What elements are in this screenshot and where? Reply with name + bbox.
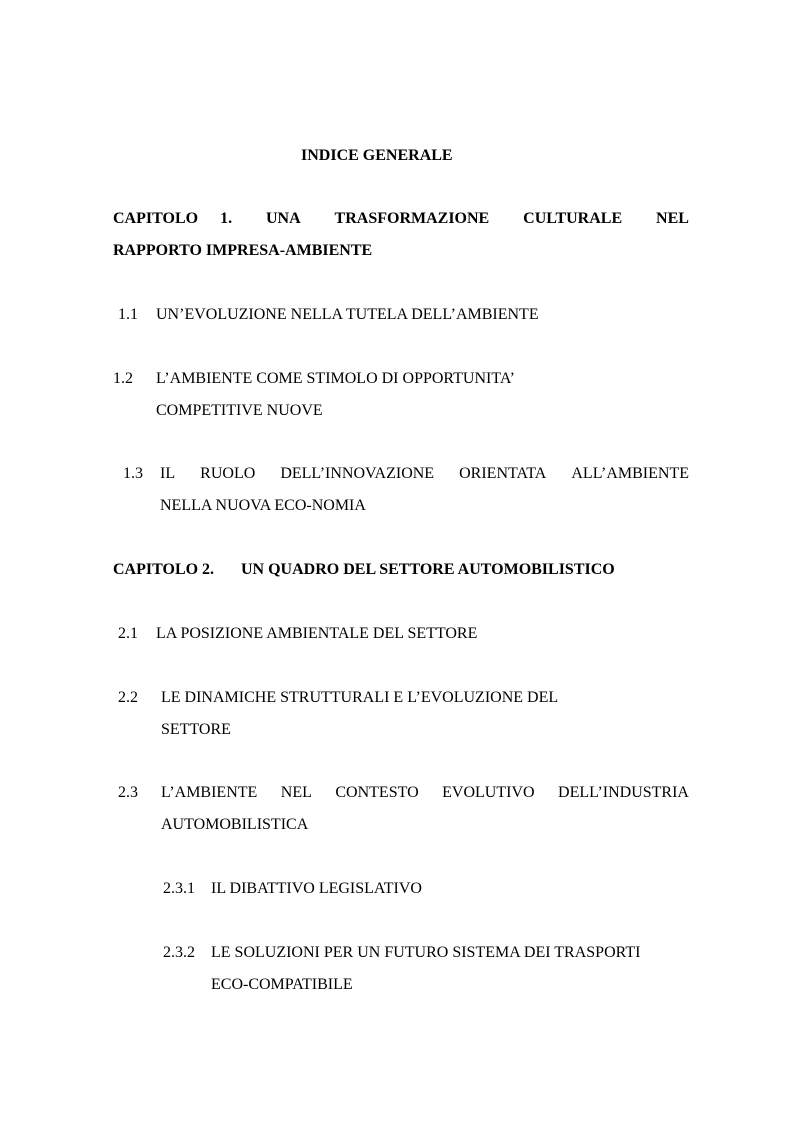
chapter-1-label: CAPITOLO [113, 210, 199, 227]
section-1-2-title-line1: L’AMBIENTE COME STIMOLO DI OPPORTUNITA’ [156, 370, 515, 387]
chapter-1-number: 1. [220, 210, 233, 227]
section-1-3-title-line1 [160, 464, 689, 484]
section-2-3-word: DELL’INDUSTRIA [558, 784, 689, 801]
section-2-3-word: NEL [280, 784, 312, 801]
section-1-3-word: RUOLO [200, 465, 256, 482]
section-2-3-word: EVOLUTIVO [442, 784, 535, 801]
chapter-2-title: UN QUADRO DEL SETTORE AUTOMOBILISTICO [241, 561, 615, 578]
section-1-3-word: ALL’AMBIENTE [571, 465, 689, 482]
section-2-3-number: 2.3 [118, 784, 138, 801]
section-2-3-2-number: 2.3.2 [163, 944, 195, 961]
section-2-3-title-line1 [161, 783, 689, 803]
section-1-1-number: 1.1 [118, 306, 138, 323]
chapter-1-word: TRASFORMAZIONE [334, 210, 490, 227]
section-2-2-number: 2.2 [118, 689, 138, 706]
section-2-3-1-number: 2.3.1 [163, 880, 195, 897]
section-2-2-title-line2: SETTORE [161, 721, 231, 738]
section-2-3-2-title-line1: LE SOLUZIONI PER UN FUTURO SISTEMA DEI TRASPORTI [211, 944, 641, 961]
section-2-3-2-title-line2: ECO-COMPATIBILE [211, 976, 353, 993]
section-1-3-title-line2: NELLA NUOVA ECO-NOMIA [160, 497, 366, 514]
section-2-3-title-line2: AUTOMOBILISTICA [161, 816, 309, 833]
chapter-1-word: CULTURALE [523, 210, 623, 227]
chapter-2-label: CAPITOLO 2. [113, 561, 215, 578]
section-1-1-title: UN’EVOLUZIONE NELLA TUTELA DELL’AMBIENTE [156, 306, 539, 323]
section-2-3-1-title: IL DIBATTIVO LEGISLATIVO [211, 880, 422, 897]
section-1-3-word: ORIENTATA [459, 465, 547, 482]
chapter-1-heading-line2: RAPPORTO IMPRESA-AMBIENTE [113, 242, 373, 259]
section-2-3-word: CONTESTO [335, 784, 419, 801]
chapter-1-word: UNA [265, 210, 301, 227]
section-1-2-number: 1.2 [113, 370, 133, 387]
section-1-3-number: 1.3 [123, 465, 143, 482]
section-1-2-title-line2: COMPETITIVE NUOVE [156, 402, 323, 419]
section-1-3-word: IL [160, 465, 176, 482]
page-title: INDICE GENERALE [301, 147, 453, 164]
section-2-2-title-line1: LE DINAMICHE STRUTTURALI E L’EVOLUZIONE DEL [161, 689, 559, 706]
section-2-3-word: L’AMBIENTE [161, 784, 258, 801]
section-1-3-word: DELL’INNOVAZIONE [280, 465, 435, 482]
section-2-1-title: LA POSIZIONE AMBIENTALE DEL SETTORE [156, 625, 478, 642]
chapter-1-heading-line1 [113, 209, 689, 229]
section-2-1-number: 2.1 [118, 625, 138, 642]
chapter-1-word: NEL [656, 210, 689, 227]
